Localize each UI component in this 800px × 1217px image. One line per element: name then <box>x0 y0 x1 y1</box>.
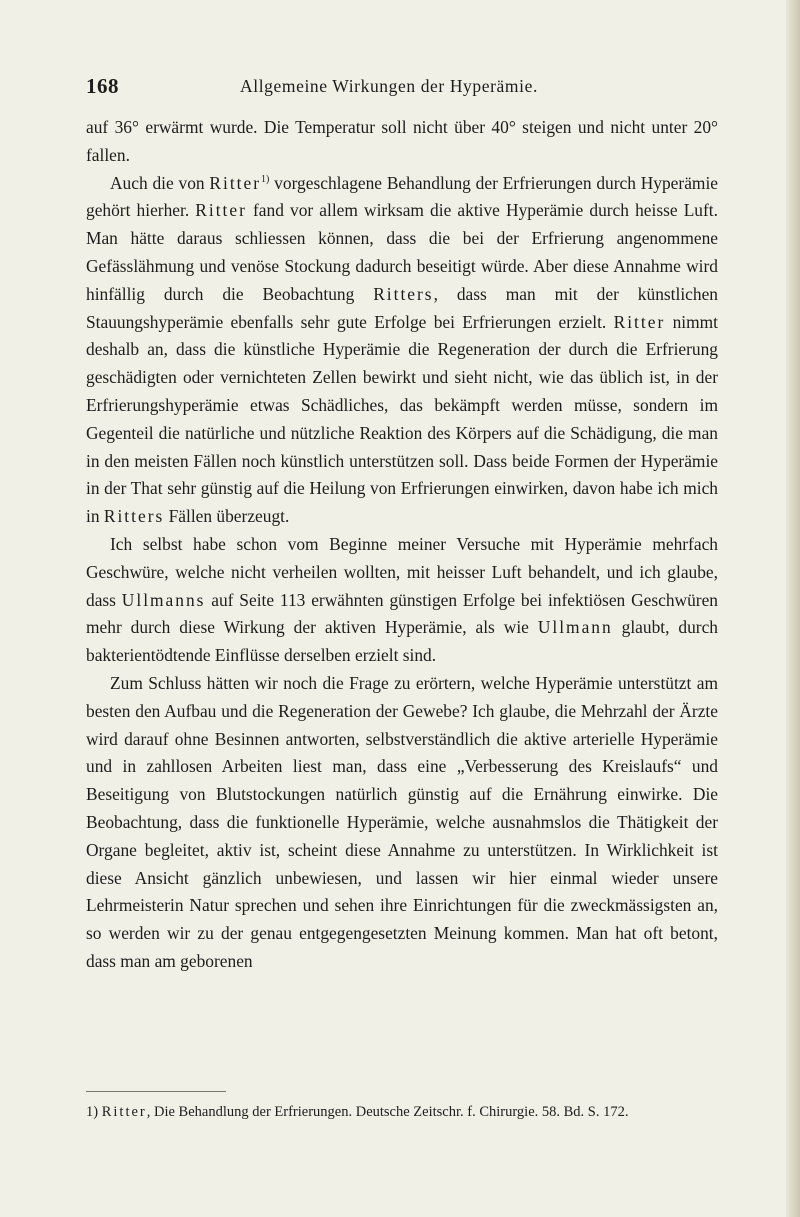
text-segment: nimmt deshalb an, dass die künstliche Hyperämie die Regeneration der durch die Erfrierung geschädigten oder vernichteten Zellen bewirkt und sieht nicht, wie das üblich ist, in der Erfrierungshyperämie etwas Schädliches, das bekämpft werden müsse, sondern im Gegenteil die natürliche und nützliche Reaktion des Körpers auf die Schädigung, die man in den meisten Fällen noch künstlich unterstützen soll. Dass beide Formen der Hyperämie in der That sehr günstig auf die Heilung von Erfrierungen einwirken, davon habe ich mich in <box>86 311 718 527</box>
text-segment: glaubt, durch bakterientödtende Einflüsse derselben erzielt sind. <box>86 617 718 666</box>
footnote <box>86 1101 718 1123</box>
footnote-marker: 1) <box>86 1104 102 1120</box>
author-name: Ritters <box>103 506 165 527</box>
page-edge-shadow <box>786 0 800 1217</box>
page-header <box>86 74 726 102</box>
footnote-text: , Die Behandlung der Erfrierungen. Deutsche Zeitschr. f. Chirurgie. 58. Bd. S. 172. <box>146 1104 629 1120</box>
paragraph-1: auf 36° erwärmt wurde. Die Temperatur soll nicht über 40° steigen und nicht unter 20° fallen. <box>86 117 718 165</box>
author-name: Ullmanns <box>121 589 206 610</box>
body-text <box>86 114 718 976</box>
text-segment: fand vor allem wirksam die aktive Hyperämie durch heisse Luft. Man hätte daraus schliessen können, dass die bei der Erfrierung angenommene Gefässlähmung und venöse Stockung dadurch beseitigt würde. Aber diese Annahme wird hinfällig durch die Beobachtung <box>86 200 718 304</box>
author-name: Ritters <box>373 283 434 304</box>
text-segment: , dass man mit der künstlichen Stauungshyperämie ebenfalls sehr gute Erfolge bei Erfrierungen erzielt. <box>86 283 718 332</box>
footnote-ref: 1) <box>261 173 270 185</box>
footnote-divider <box>86 1091 226 1092</box>
author-name: Ritter <box>209 172 262 193</box>
running-title: Allgemeine Wirkungen der Hyperämie. <box>240 76 538 96</box>
footnote-author: Ritter <box>101 1104 147 1120</box>
author-name: Ritter <box>195 200 247 221</box>
text-segment: Ich selbst habe schon vom Beginne meiner Versuche mit Hyperämie mehrfach Geschwüre, welche nicht verheilen wollten, mit heisser Luft behandelt, und ich glaube, dass <box>86 533 718 610</box>
text-segment: vorgeschlagene Behandlung der Erfrierungen durch Hyperämie gehört hierher. <box>86 172 718 221</box>
paragraph-3 <box>86 531 718 670</box>
author-name: Ritter <box>613 311 666 332</box>
page-number: 168 <box>86 74 119 98</box>
text-segment: auf Seite 113 erwähnten günstigen Erfolge bei infektiösen Geschwüren mehr durch diese Wirkung der aktiven Hyperämie, als wie <box>86 589 718 638</box>
paragraph-4: Zum Schluss hätten wir noch die Frage zu erörtern, welche Hyperämie unterstützt am besten den Aufbau und die Regeneration der Gewebe? Ich glaube, die Mehrzahl der Ärzte wird darauf ohne Besinnen antworten, selbstverständlich die aktive arterielle Hyperämie und in zahllosen Arbeiten liest man, dass eine „Verbesserung des Kreislaufs“ und Beseitigung von Blutstockungen natürlich günstig auf die Ernährung einwirke. Die Beobachtung, dass die funktionelle Hyperämie, welche ausnahmslos die Thätigkeit der Organe begleitet, aktiv ist, scheint diese Annahme zu unterstützen. In Wirklichkeit ist diese Ansicht gänzlich unbewiesen, und lassen wir hier einmal wieder unsere Lehrmeisterin Natur sprechen und sehen ihre Einrichtungen für die zweckmässigsten an, so werden wir zu der genau entgegengesetzten Meinung kommen. Man hat oft betont, dass man am geborenen <box>86 672 718 971</box>
paragraph-2 <box>86 170 718 531</box>
author-name: Ullmann <box>537 617 613 638</box>
text-segment: Auch die von <box>110 172 210 193</box>
text-segment: Fällen überzeugt. <box>164 506 290 527</box>
